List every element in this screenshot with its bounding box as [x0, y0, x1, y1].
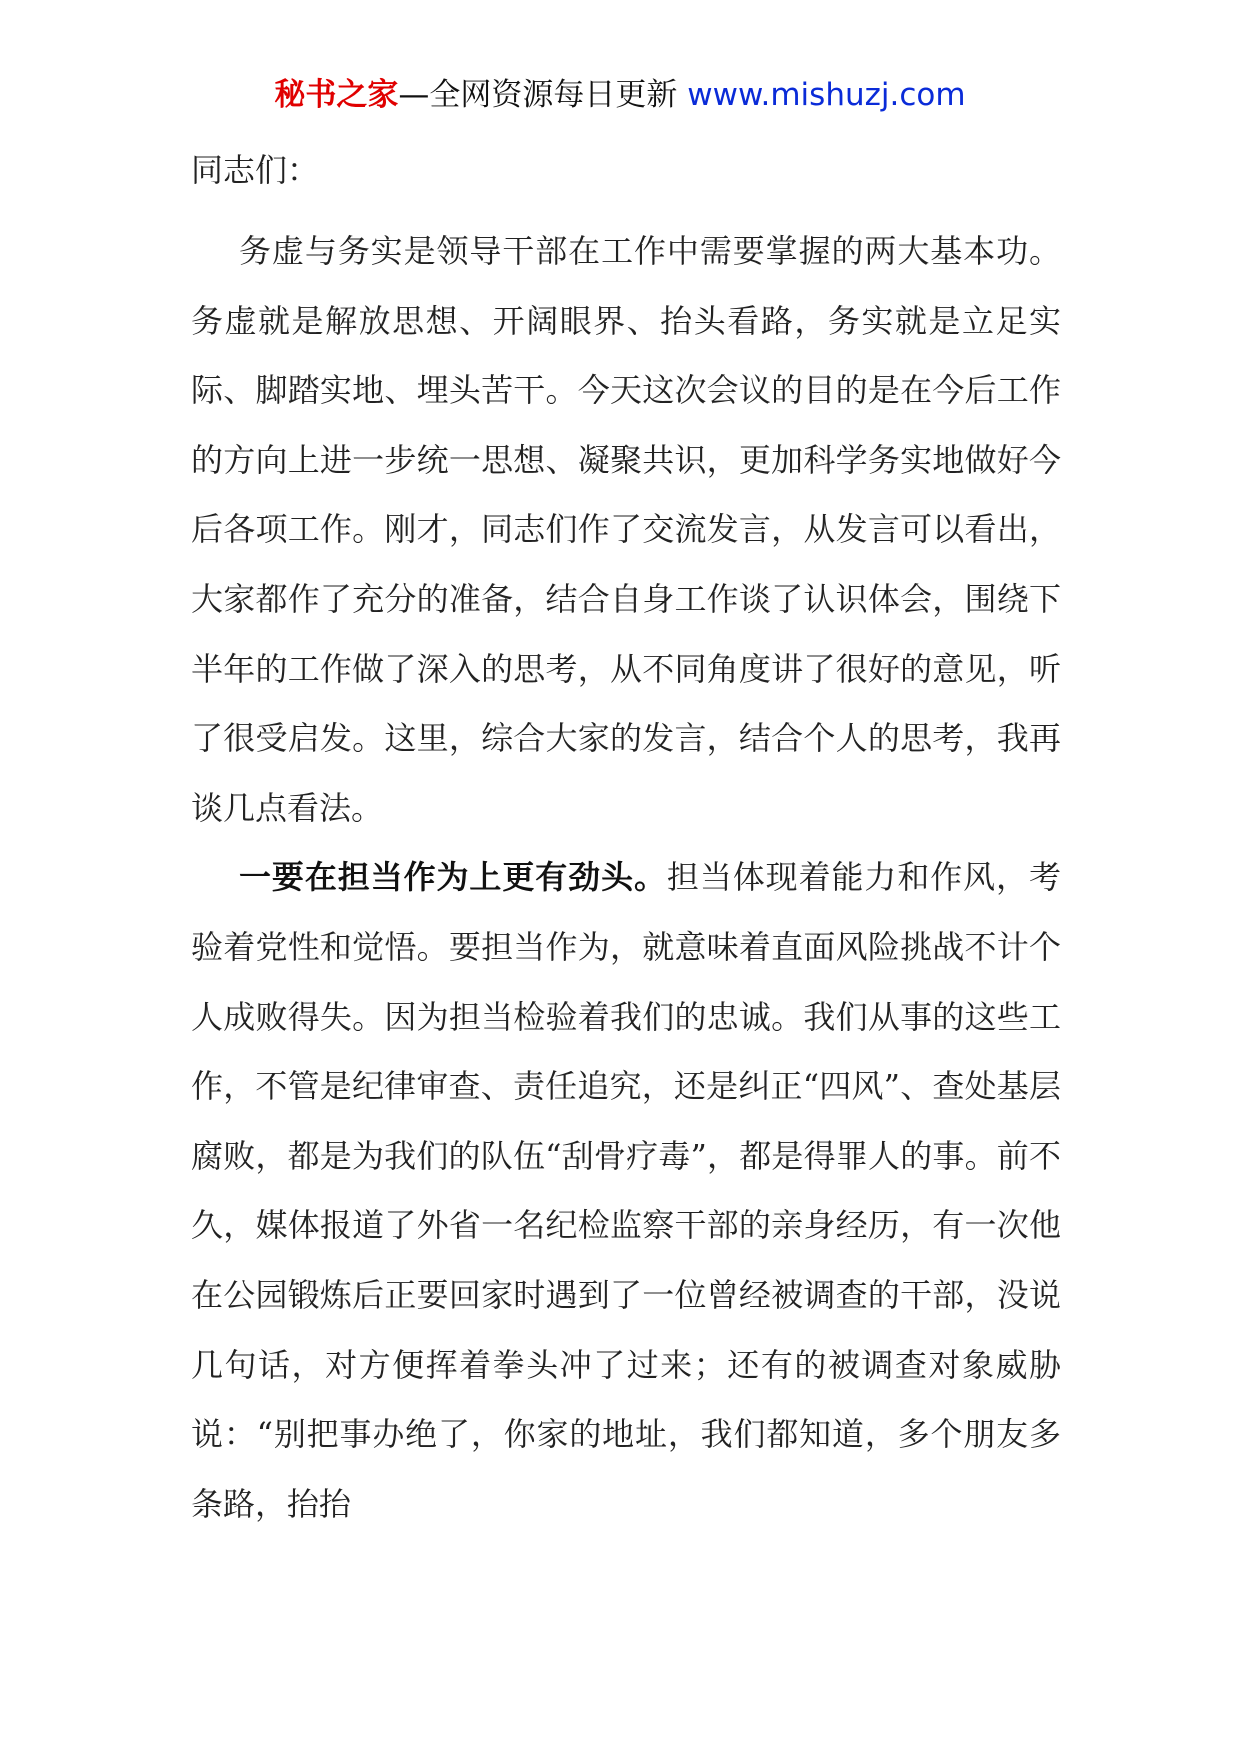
paragraph-text: 担当体现着能力和作风，考验着党性和觉悟。要担当作为，就意味着直面风险挑战不计个人成败得失。因为担当检验着我们的忠诚。我们从事的这些工作，不管是纪律审查、责任追究，还是纠正“四风”、查处基层腐败，都是为我们的队伍“刮骨疗毒”，都是得罪人的事。前不久，媒体报道了外省一名纪检监察干部的亲身经历，有一次他在公园锻炼后正要回家时遇到了一位曾经被调查的干部，没说几句话，对方便挥着拳头冲了过来；还有的被调查对象威胁说：“别把事办绝了，你家的地址，我们都知道，多个朋友多条路，抬抬 [191, 858, 1061, 1523]
site-tagline: —全网资源每日更新 [398, 77, 688, 113]
document-body [191, 140, 1061, 1539]
site-url-link[interactable]: www.mishuzj.com [687, 77, 966, 113]
paragraph-intro: 务虚与务实是领导干部在工作中需要掌握的两大基本功。务虚就是解放思想、开阔眼界、抬头看路，务实就是立足实际、脚踏实地、埋头苦干。今天这次会议的目的是在今后工作的方向上进一步统一思想、凝聚共识，更加科学务实地做好今后各项工作。刚才，同志们作了交流发言，从发言可以看出，大家都作了充分的准备，结合自身工作谈了认识体会，围绕下半年的工作做了深入的思考，从不同角度讲了很好的意见，听了很受启发。这里，综合大家的发言，结合个人的思考，我再谈几点看法。 [191, 232, 1061, 827]
site-brand: 秘书之家 [274, 77, 399, 113]
watermark-header [0, 70, 1240, 120]
paragraph-responsibility [191, 843, 1061, 1539]
salutation: 同志们： [191, 151, 320, 189]
paragraph-heading: 一要在担当作为上更有劲头。 [239, 858, 667, 897]
